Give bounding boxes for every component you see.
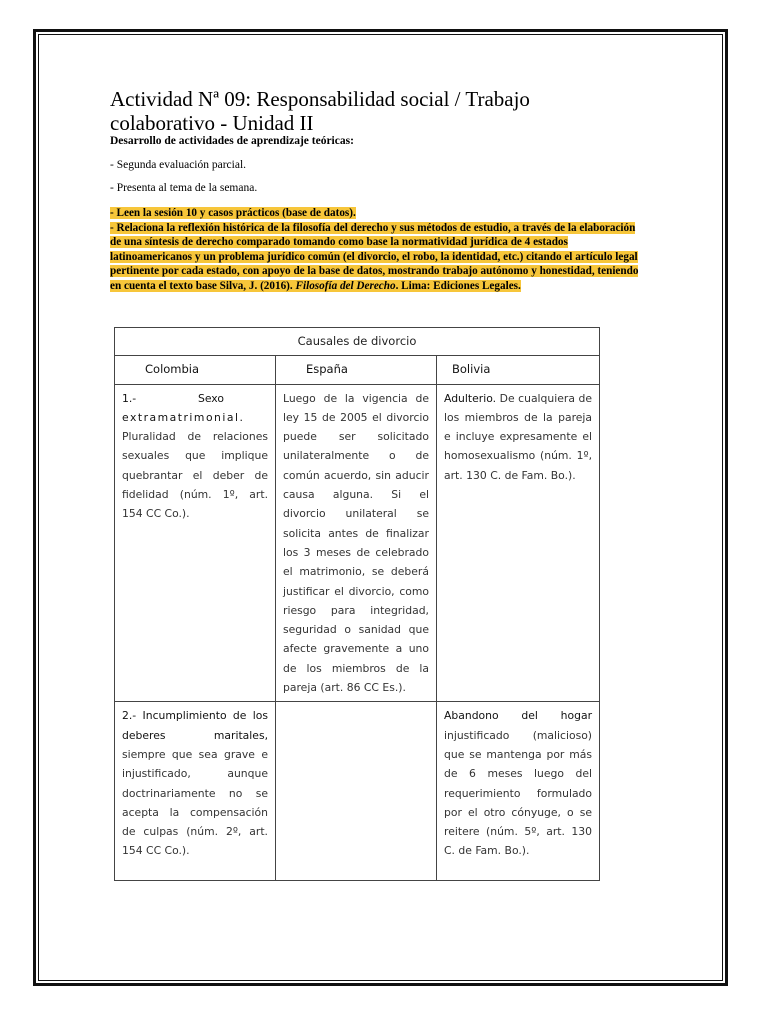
column-header-colombia: Colombia	[115, 356, 276, 384]
cell-term: extramatrimonial.	[122, 410, 245, 424]
cell-colombia	[115, 702, 276, 881]
section-subtitle: Desarrollo de actividades de aprendizaje teóricas:	[110, 135, 354, 147]
cell-espana: Luego de la vigencia de ley 15 de 2005 el divorcio puede ser solicitado unilateralmente o de común acuerdo, sin aducir causa alguna. Si el divorcio unilateral se solicita antes de finalizar los 3 meses de celebrado el matrimonio, se deberá justificar el divorcio, como riesgo para integridad, seguridad o sanidad que afecte gravemente a uno de los miembros de la pareja (art. 86 CC Es.).	[276, 384, 437, 702]
table-row	[115, 702, 600, 881]
cell-bolivia	[437, 384, 600, 702]
highlight-line-1: - Leen la sesión 10 y casos prácticos (base de datos).	[110, 207, 356, 219]
cell-term: Adulterio.	[444, 391, 497, 405]
highlighted-instructions	[110, 206, 648, 294]
column-header-espana: España	[276, 356, 437, 384]
cell-colombia	[115, 384, 276, 702]
cell-text: siempre que sea grave e injustificado, aunque doctrinariamente no se acepta la compensación de culpas (núm. 2º, art. 154 CC Co.).	[122, 747, 268, 858]
cell-term: Abandono del hogar	[444, 709, 593, 723]
table-row	[115, 384, 600, 702]
column-header-bolivia: Bolivia	[437, 356, 600, 384]
table-caption: Causales de divorcio	[115, 328, 600, 356]
cell-text: injustificado (malicioso) que se mantenga por más de 6 meses luego del requerimiento formulado por el otro cónyuge, o se reitere (núm. 5º, art. 130 C. de Fam. Bo.).	[444, 728, 593, 858]
cell-espana-empty	[276, 702, 437, 881]
cell-text: Pluralidad de relaciones sexuales que implique quebrantar el deber de fidelidad (núm. 1º, art. 154 CC Co.).	[122, 430, 268, 521]
list-item: - Segunda evaluación parcial.	[110, 159, 247, 171]
highlight-line-2: - Relaciona la reflexión histórica de la filosofía del derecho y sus métodos de estudio, a través de la elaboración de una síntesis de derecho comparado tomando como base la normatividad jurídica de 4 estados latinoamericanos y un problema jurídico común (el divorcio, el robo, la identidad, etc.) citando el artículo legal pertinente por cada estado, con apoyo de la base de datos, mostrando trabajo autónomo y honestidad, teniendo en cuenta el texto base Silva, J. (2016).	[110, 221, 639, 292]
divorce-causes-table	[114, 327, 600, 881]
cell-bolivia	[437, 702, 600, 881]
cell-term: 2.- Incumplimiento de los deberes maritales,	[122, 709, 268, 742]
page-title: Actividad Nª 09: Responsabilidad social / Trabajo colaborativo - Unidad II	[110, 87, 530, 135]
publisher: . Lima: Ediciones Legales.	[395, 279, 521, 292]
cell-lead: 1.- Sexo	[122, 391, 224, 405]
book-title: Filosofía del Derecho	[295, 279, 396, 292]
list-item: - Presenta al tema de la semana.	[110, 182, 258, 194]
cell-text: De cualquiera de los miembros de la pareja e incluye expresamente el homosexualismo (núm. 1º, art. 130 C. de Fam. Bo.).	[444, 391, 593, 482]
